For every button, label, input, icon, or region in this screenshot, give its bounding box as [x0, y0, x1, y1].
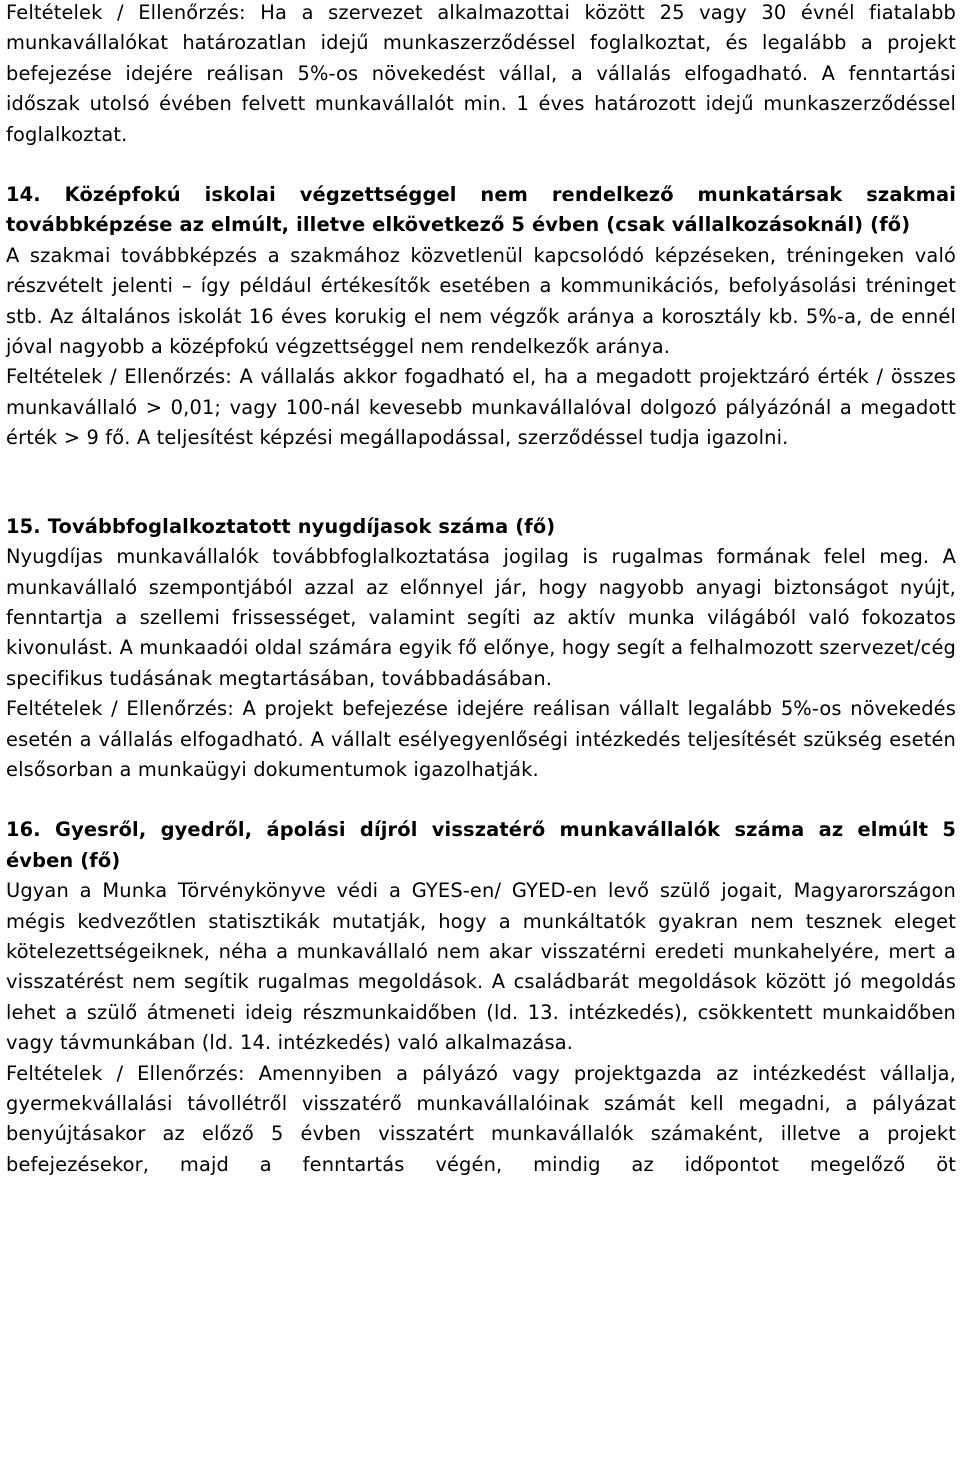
section-14-body: A szakmai továbbképzés a szakmához közvetlenül kapcsolódó képzéseken, tréningeken való részvételt jelenti – így például értékesítők esetében a kommunikációs, befolyásolási tréninget stb. Az általános iskolát 16 éves korukig el nem végzők aránya a korosztály kb. 5%-a, de ennél jóval nagyobb a középfokú végzettséggel nem rendelkezők aránya.: [6, 243, 956, 359]
section-15-conditions: Feltételek / Ellenőrzés: A projekt befejezése idejére reálisan vállalt legalább 5%-os növekedés esetén a vállalás elfogadható. A vállalt esélyegyenlőségi intézkedés teljesítését szükség esetén elsősorban a munkaügyi dokumentumok igazolhatják.: [6, 697, 956, 781]
document-page: [6, 0, 956, 1180]
section-15-heading: 15. Továbbfoglalkoztatott nyugdíjasok száma (fő): [6, 514, 556, 538]
section-14: [6, 180, 956, 454]
section-spacer: [6, 785, 956, 815]
section-spacer: [6, 150, 956, 180]
section-16: [6, 815, 956, 1180]
section-spacer: [6, 454, 956, 512]
section-16-heading: 16. Gyesről, gyedről, ápolási díjról visszatérő munkavállalók száma az elmúlt 5 évben (fő): [6, 818, 956, 872]
section-14-heading: 14. Középfokú iskolai végzettséggel nem rendelkező munkatársak szakmai továbbképzése az elmúlt, illetve elkövetkező 5 évben (csak vállalkozásoknál) (fő): [6, 183, 956, 237]
intro-conditions-paragraph: Feltételek / Ellenőrzés: Ha a szervezet alkalmazottai között 25 vagy 30 évnél fiatalabb munkavállalókat határozatlan idejű munkaszerződéssel foglalkoztat, és legalább a projekt befejezése idejére reálisan 5%-os növekedést vállal, a vállalás elfogadható. A fenntartási időszak utolsó évében felvett munkavállalót min. 1 éves határozott idejű munkaszerződéssel foglalkoztat.: [6, 1, 956, 146]
section-14-conditions: Feltételek / Ellenőrzés: A vállalás akkor fogadható el, ha a megadott projektzáró érték / összes munkavállaló > 0,01; vagy 100-nál kevesebb munkavállalóval dolgozó pályázónál a megadott érték > 9 fő. A teljesítést képzési megállapodással, szerződéssel tudja igazolni.: [6, 365, 956, 450]
section-16-body: Ugyan a Munka Törvénykönyve védi a GYES-en/ GYED-en levő szülő jogait, Magyarországon mégis kedvezőtlen statisztikák mutatják, hogy a munkáltatók gyakran nem tesznek eleget kötelezettségeiknek, néha a munkavállaló nem akar visszatérni eredeti munkahelyére, mert a visszatérést nem segítik rugalmas megoldások. A családbarát megoldások között jó megoldás lehet a szülő átmeneti ideig részmunkaidőben (ld. 13. intézkedés), csökkentett munkaidőben vagy távmunkában (ld. 14. intézkedés) való alkalmazása.: [6, 879, 956, 1055]
section-15: [6, 512, 956, 786]
section-15-body: Nyugdíjas munkavállalók továbbfoglalkoztatása jogilag is rugalmas formának felel meg. A munkavállaló szempontjából azzal az előnnyel jár, hogy nagyobb anyagi biztonságot nyújt, fenntartja a szellemi frissességet, valamint segíti az aktív munka világából való fokozatos kivonulást. A munkaadói oldal számára egyik fő előnye, hogy segít a felhalmozott szervezet/cég specifikus tudásának megtartásában, továbbadásában.: [6, 545, 956, 690]
section-16-conditions: Feltételek / Ellenőrzés: Amennyiben a pályázó vagy projektgazda az intézkedést vállalja, gyermekvállalási távollétről visszatérő munkavállalóinak számát kell megadni, a pályázat benyújtásakor az előző 5 évben visszatért munkavállalók számaként, illetve a projekt befejezésekor, majd a fenntartás végén, mindig az időpontot megelőző öt: [6, 1061, 956, 1176]
